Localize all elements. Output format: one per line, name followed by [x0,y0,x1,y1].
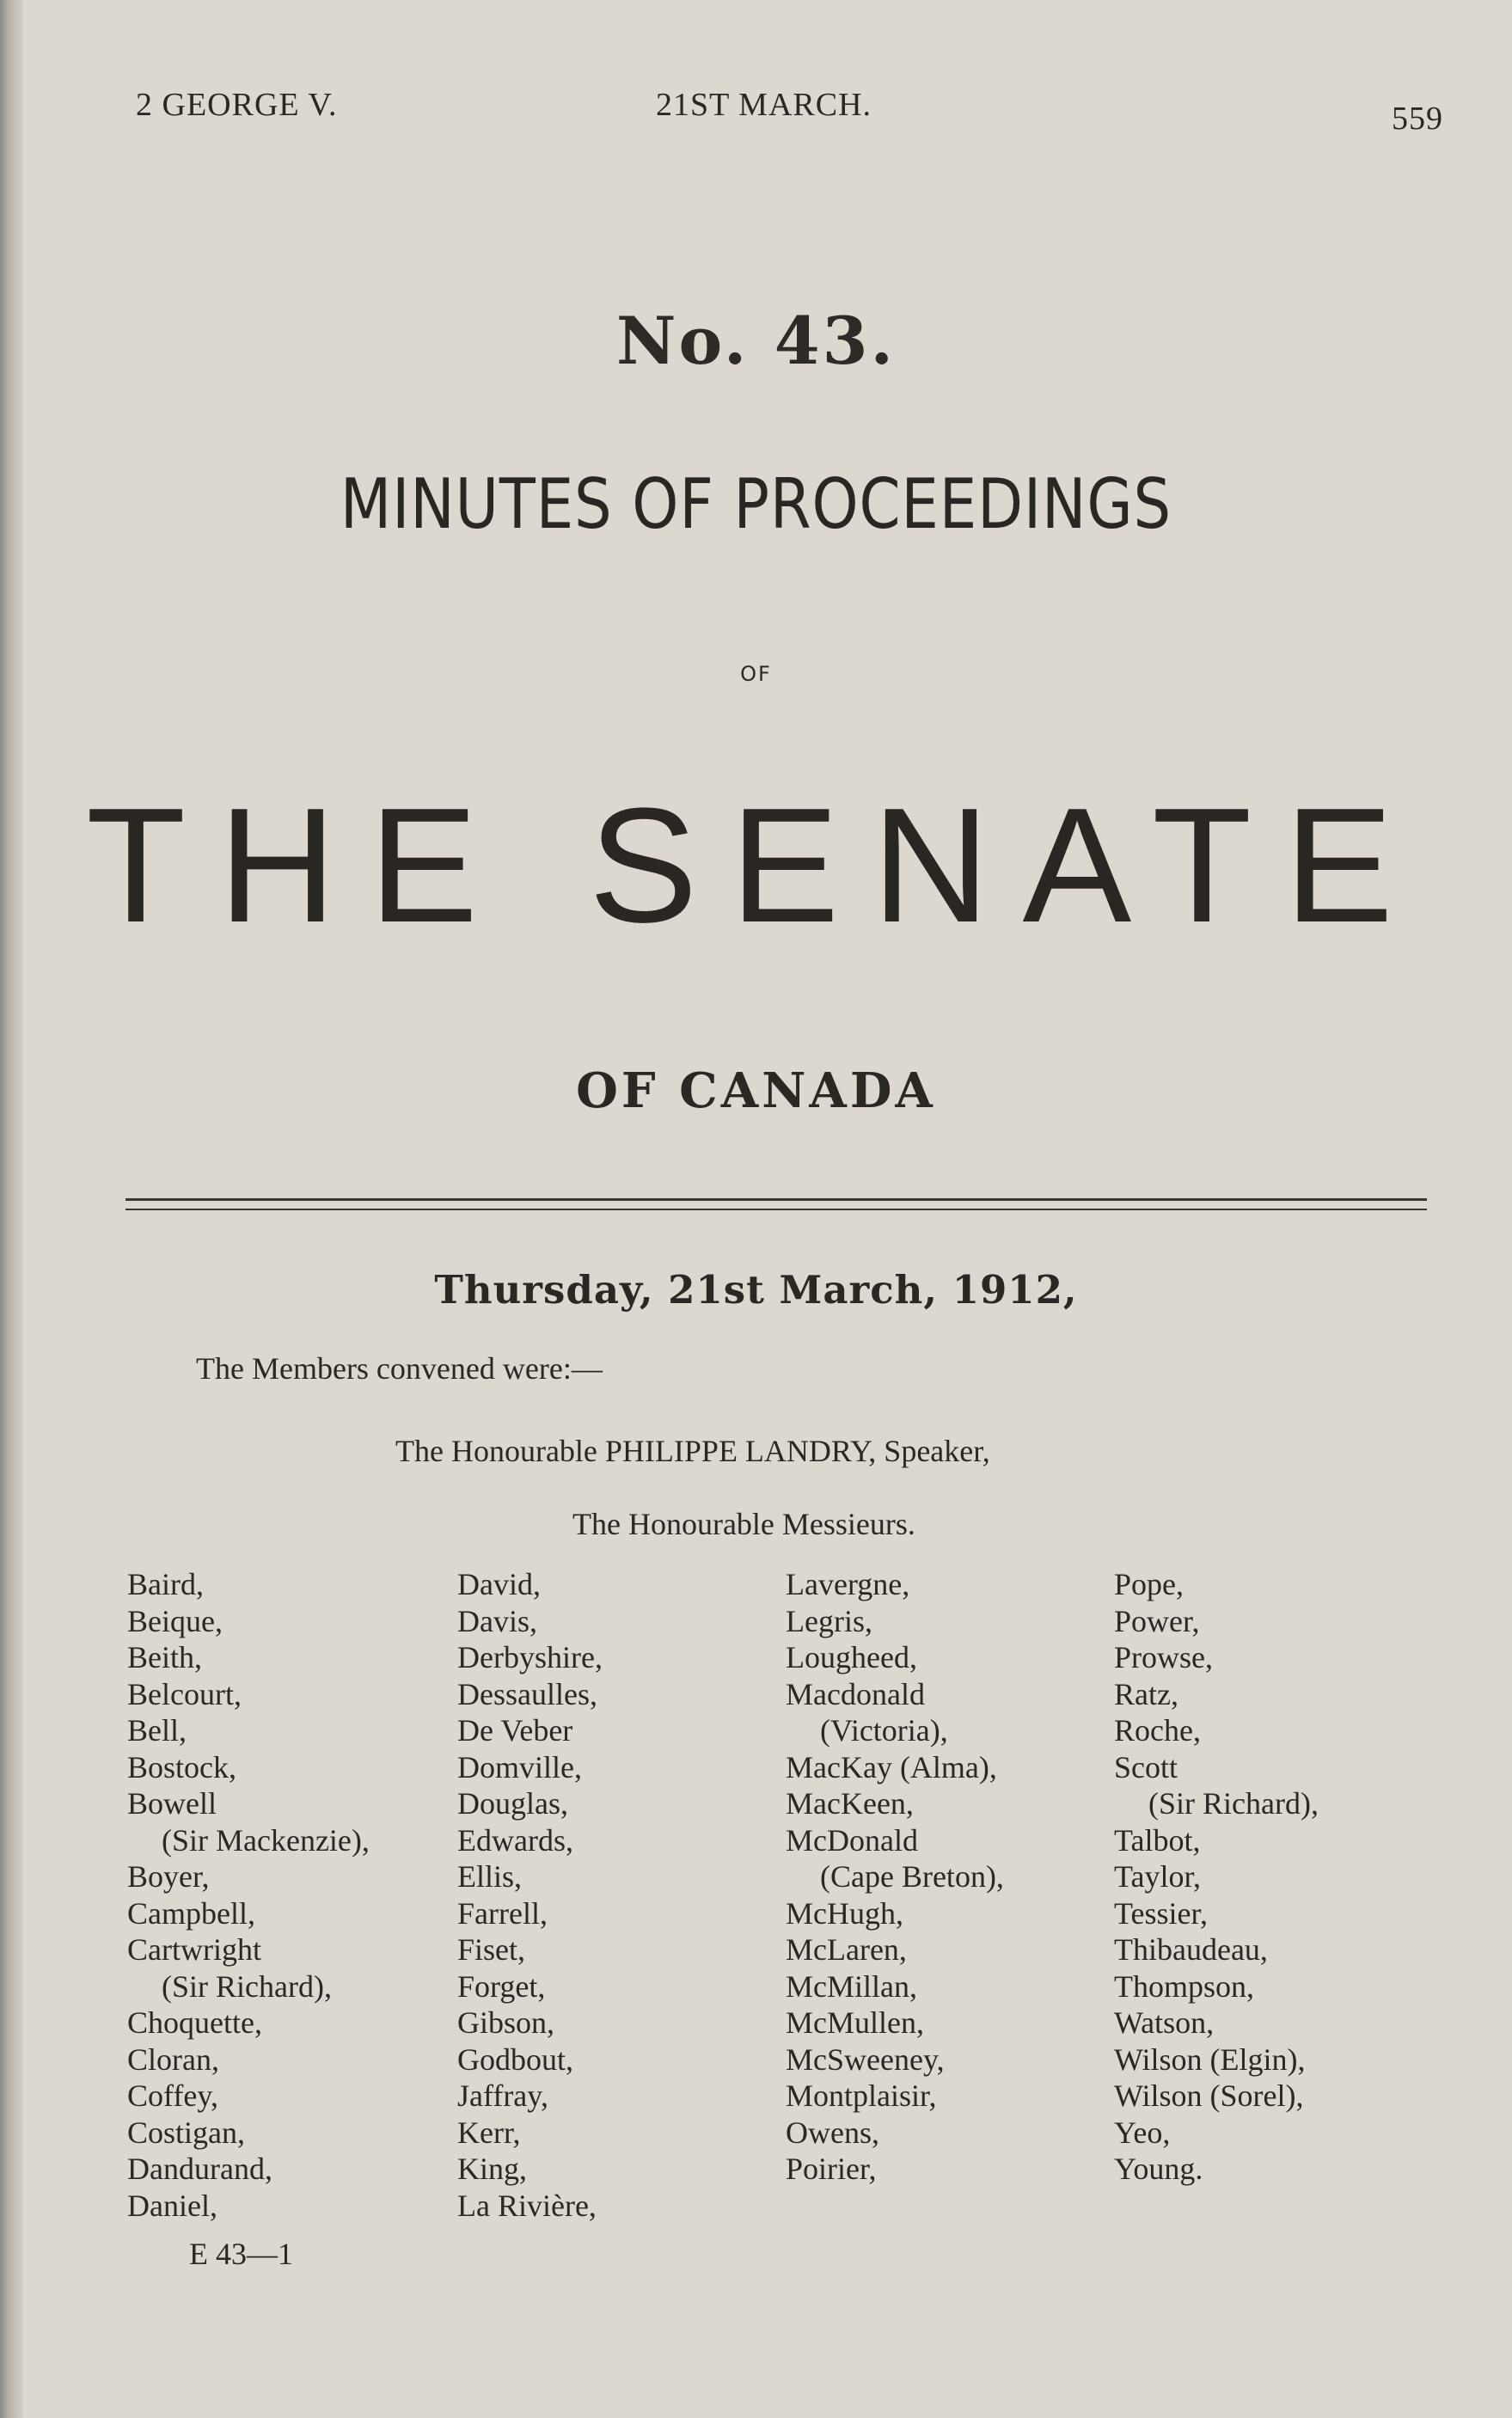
member-name: Thibaudeau, [1114,1932,1268,1967]
member-name: McMillan, [786,1968,917,2004]
of-canada-title: OF CANADA [576,1062,936,1119]
member-name: Wilson (Elgin), [1114,2042,1306,2077]
member-name: Ratz, [1114,1676,1178,1711]
member-name: MacKay (Alma), [786,1749,997,1784]
signature-mark: E 43—1 [189,2237,293,2271]
member-name: (Sir Mackenzie), [162,1822,370,1858]
title-of: OF [740,662,772,686]
member-name: McSweeney, [786,2042,945,2077]
member-name: Poirier, [786,2152,877,2186]
member-name: Cloran, [127,2042,219,2077]
member-name: Power, [1114,1603,1200,1638]
member-name: Scott [1114,1749,1178,1784]
member-name: Taylor, [1114,1859,1202,1894]
member-name: Daniel, [127,2188,217,2223]
member-name: Talbot, [1114,1822,1201,1858]
member-name: McHugh, [786,1895,903,1931]
member-name: Lavergne, [786,1567,910,1601]
member-name: Wilson (Sorel), [1114,2078,1304,2113]
messieurs-heading: The Honourable Messieurs. [572,1507,915,1541]
member-name: Choquette, [127,2005,262,2040]
member-name: Forget, [457,1968,546,2004]
member-name: Watson, [1114,2005,1215,2040]
member-name: Campbell, [127,1895,255,1931]
member-name: MacKeen, [786,1786,914,1821]
running-head-date: 21ST MARCH. [656,87,872,123]
sitting-date: Thursday, 21st March, 1912, [434,1267,1078,1313]
minutes-title: MINUTES OF PROCEEDINGS [340,464,1172,544]
member-name: (Sir Richard), [1148,1786,1319,1821]
member-name: Gibson, [457,2005,555,2040]
member-name: Legris, [786,1603,872,1638]
member-name: Boyer, [127,1859,210,1894]
member-name: Beique, [127,1603,223,1638]
member-name: Roche, [1114,1713,1201,1748]
page-number: 559 [1392,101,1443,137]
member-name: Fiset, [457,1932,526,1967]
issue-number: No. 43. [616,303,896,379]
member-name: Owens, [786,2115,879,2150]
convened-line: The Members convened were:— [196,1351,603,1386]
member-name: McDonald [786,1822,918,1858]
member-name: (Victoria), [820,1713,948,1748]
members-column-3 [786,1566,1004,2188]
running-head-session: 2 GEORGE V. [136,87,338,123]
member-name: De Veber [457,1713,573,1748]
member-name: Bowell [127,1786,217,1821]
member-name: Bell, [127,1713,187,1748]
member-name: Thompson, [1114,1968,1255,2004]
member-name: Pope, [1114,1567,1184,1601]
member-name: Costigan, [127,2115,246,2150]
member-name: Kerr, [457,2115,521,2150]
member-name: Macdonald [786,1676,925,1711]
member-name: Ellis, [457,1859,523,1894]
member-name: Coffey, [127,2078,218,2113]
member-name: (Sir Richard), [162,1968,332,2004]
member-name: Derbyshire, [457,1640,603,1674]
member-name: Tessier, [1114,1895,1209,1931]
member-name: Beith, [127,1640,202,1674]
member-name: King, [457,2152,527,2186]
member-name: David, [457,1567,541,1601]
member-name: Jaffray, [457,2078,548,2113]
member-name: Edwards, [457,1822,573,1858]
speaker-line: The Honourable PHILIPPE LANDRY, Speaker, [395,1434,990,1468]
member-name: La Rivière, [457,2188,597,2223]
member-name: Young. [1114,2152,1203,2186]
member-name: Farrell, [457,1895,548,1931]
member-name: Dessaulles, [457,1676,597,1711]
member-name: Belcourt, [127,1676,242,1711]
member-name: (Cape Breton), [820,1859,1004,1894]
members-column-4 [1114,1566,1319,2188]
members-column-1 [127,1566,370,2224]
member-name: Cartwright [127,1932,261,1967]
member-name: Bostock, [127,1749,237,1784]
members-column-2 [457,1566,603,2224]
senate-title: THE SENATE [86,774,1426,957]
member-name: McLaren, [786,1932,907,1967]
member-name: Lougheed, [786,1640,917,1674]
member-name: Prowse, [1114,1640,1213,1674]
member-name: Godbout, [457,2042,573,2077]
member-name: Douglas, [457,1786,568,1821]
double-rule-bottom [125,1209,1427,1210]
member-name: Baird, [127,1567,204,1601]
double-rule-top [125,1198,1427,1201]
member-name: Domville, [457,1749,582,1784]
member-name: Dandurand, [127,2152,272,2186]
member-name: Yeo, [1114,2115,1171,2150]
member-name: Davis, [457,1603,537,1638]
member-name: Montplaisir, [786,2078,937,2113]
member-name: McMullen, [786,2005,924,2040]
